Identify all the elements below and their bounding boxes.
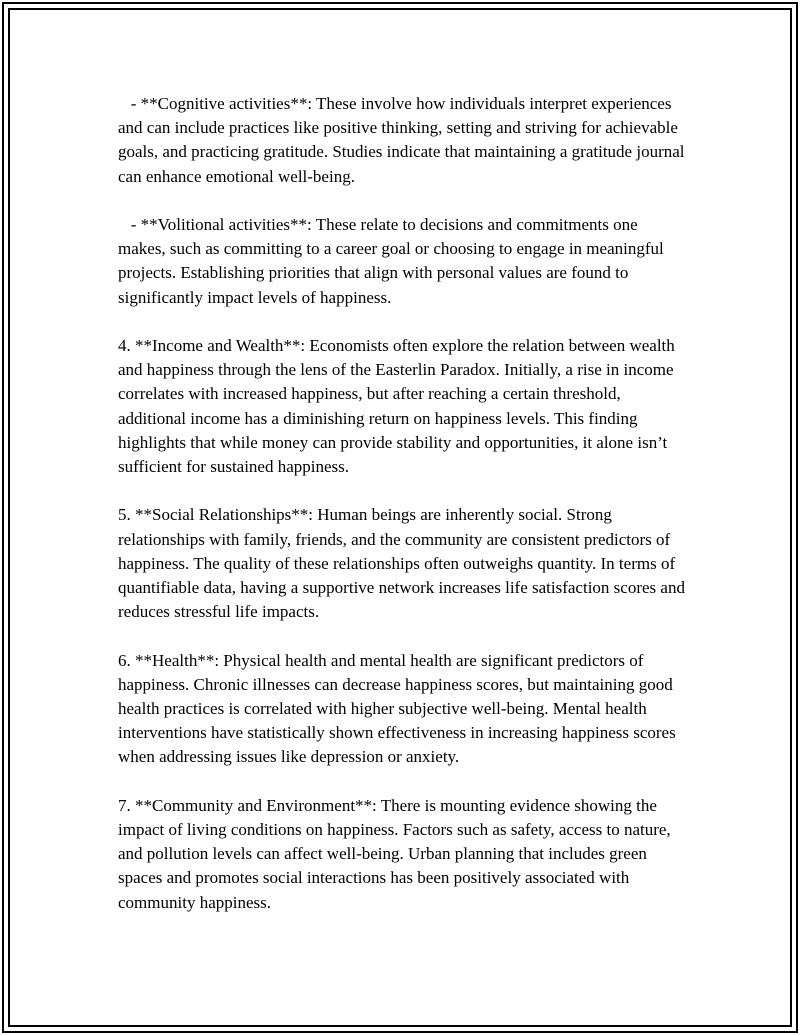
paragraph-cognitive-activities: - **Cognitive activities**: These involve how individuals interpret experiences and can include practices like positive thinking, setting and striving for achievable goals, and practicing gratitude. Studies indicate that maintaining a gratitude journal can enhance emotional well-being. [118,94,689,186]
paragraph-volitional-activities: - **Volitional activities**: These relate to decisions and commitments one makes, such as committing to a career goal or choosing to engage in meaningful projects. Establishing priorities that align with personal values are found to significantly impact levels of happiness. [118,215,668,307]
paragraph-health: 6. **Health**: Physical health and mental health are significant predictors of happiness. Chronic illnesses can decrease happiness scores, but maintaining good health practices is correlated with higher subjective well-being. Mental health interventions have statistically shown effectiveness in increasing happiness scores when addressing issues like depression or anxiety. [118,650,680,767]
paragraph-community-and-environment: 7. **Community and Environment**: There is mounting evidence showing the impact of living conditions on happiness. Factors such as safety, access to nature, and pollution levels can affect well-being. Urban planning that includes green spaces and promotes social interactions has been positively associated with community happiness. [118,795,675,912]
paragraph-social-relationships: 5. **Social Relationships**: Human beings are inherently social. Strong relationships with family, friends, and the community are consistent predictors of happiness. The quality of these relationships often outweighs quantity. In terms of quantifiable data, having a supportive network increases life satisfaction scores and reduces stressful life impacts. [118,505,690,622]
paragraph-income-and-wealth: 4. **Income and Wealth**: Economists often explore the relation between wealth and happiness through the lens of the Easterlin Paradox. Initially, a rise in income correlates with increased happiness, but after reaching a certain threshold, additional income has a diminishing return on happiness levels. This finding highlights that while money can provide stability and opportunities, it alone isn’t sufficient for sustained happiness. [118,336,680,477]
document-body [118,92,688,939]
